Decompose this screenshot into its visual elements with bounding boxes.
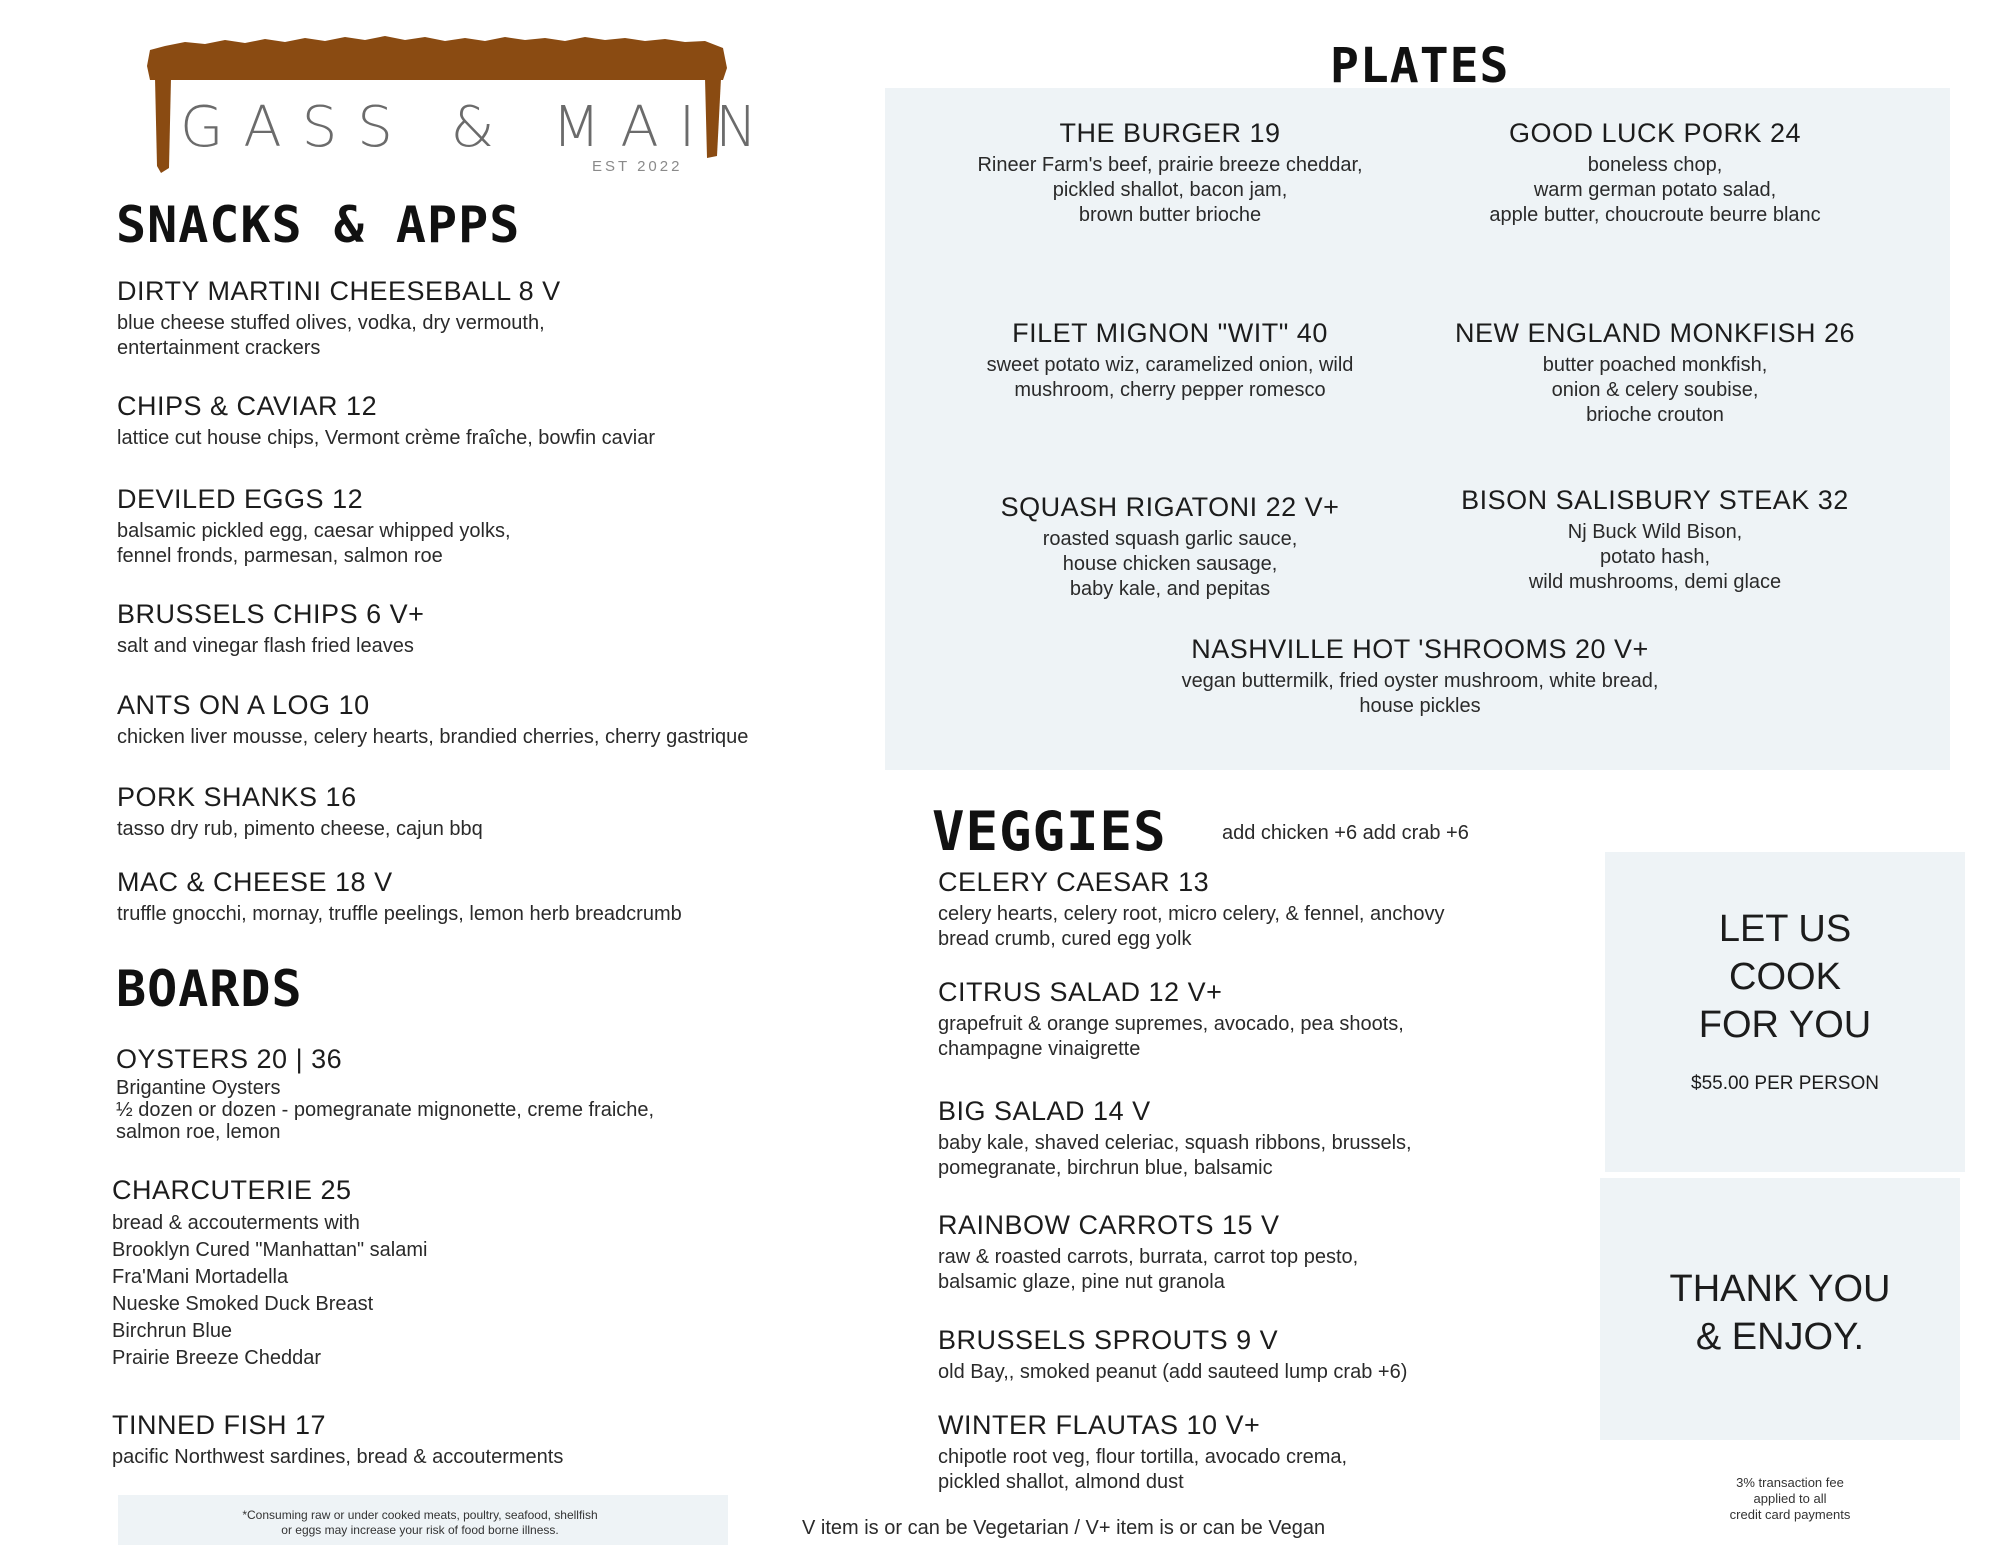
menu-item: BIG SALAD 14 V baby kale, shaved celeriac, squash ribbons, brussels, pomegranate, birchrun blue, balsamic: [938, 1096, 1412, 1179]
menu-item: DEVILED EGGS 12 balsamic pickled egg, caesar whipped yolks, fennel fronds, parmesan, salmon roe: [117, 484, 511, 567]
menu-item: BRUSSELS CHIPS 6 V+ salt and vinegar flash fried leaves: [117, 599, 425, 657]
transaction-fee-note: 3% transaction fee applied to all credit card payments: [1729, 1475, 1851, 1522]
logo-established: EST 2022: [592, 158, 683, 175]
boards-title: BOARDS: [116, 960, 303, 1018]
menu-item: NEW ENGLAND MONKFISH 26 butter poached monkfish, onion & celery soubise, brioche crouton: [1454, 318, 1856, 426]
menu-item: DIRTY MARTINI CHEESEBALL 8 V blue cheese stuffed olives, vodka, dry vermouth, entertainment crackers: [117, 276, 561, 359]
menu-item: FILET MIGNON "WIT" 40 sweet potato wiz, caramelized onion, wild mushroom, cherry pepper romesco: [986, 318, 1354, 401]
menu-item: BRUSSELS SPROUTS 9 V old Bay,, smoked peanut (add sauteed lump crab +6): [938, 1325, 1408, 1383]
raw-food-warning: *Consuming raw or under cooked meats, poultry, seafood, shellfish or eggs may increase your risk of food borne illness.: [242, 1508, 598, 1537]
plates-title: PLATES: [1330, 38, 1510, 94]
veggies-title: VEGGIES: [932, 800, 1167, 863]
cook-heading: LET US COOK FOR YOU: [1698, 908, 1872, 1046]
logo-name: GASS & MAIN: [180, 95, 778, 160]
menu-item: CITRUS SALAD 12 V+ grapefruit & orange supremes, avocado, pea shoots, champagne vinaigrette: [938, 977, 1404, 1060]
snacks-title: SNACKS & APPS: [116, 196, 521, 254]
menu-item: WINTER FLAUTAS 10 V+ chipotle root veg, flour tortilla, avocado crema, pickled shallot, almond dust: [938, 1410, 1348, 1493]
menu-item: THE BURGER 19 Rineer Farm's beef, prairie breeze cheddar, pickled shallot, bacon jam, brown butter brioche: [977, 118, 1363, 226]
menu-item: ANTS ON A LOG 10 chicken liver mousse, celery hearts, brandied cherries, cherry gastrique: [117, 690, 749, 748]
menu-item: CELERY CAESAR 13 celery hearts, celery root, micro celery, & fennel, anchovy bread crumb, cured egg yolk: [938, 867, 1445, 950]
menu-item: RAINBOW CARROTS 15 V raw & roasted carrots, burrata, carrot top pesto, balsamic glaze, pine nut granola: [938, 1210, 1359, 1293]
menu-item: OYSTERS 20 | 36 Brigantine Oysters ½ dozen or dozen - pomegranate mignonette, creme fraiche, salmon roe, lemon: [116, 1044, 655, 1143]
menu-item: CHIPS & CAVIAR 12 lattice cut house chips, Vermont crème fraîche, bowfin caviar: [117, 391, 656, 449]
menu-item: NASHVILLE HOT 'SHROOMS 20 V+ vegan buttermilk, fried oyster mushroom, white bread, house pickles: [1181, 634, 1659, 717]
cook-price: $55.00 PER PERSON: [1691, 1073, 1879, 1094]
menu-item: MAC & CHEESE 18 V truffle gnocchi, mornay, truffle peelings, lemon herb breadcrumb: [117, 867, 682, 925]
menu-item: CHARCUTERIE 25 bread & accouterments with Brooklyn Cured "Manhattan" salami Fra'Mani Mortadella Nueske Smoked Duck Breast Birchrun Blue Prairie Breeze Cheddar: [112, 1175, 428, 1369]
menu-item: GOOD LUCK PORK 24 boneless chop, warm german potato salad, apple butter, choucroute beurre blanc: [1489, 118, 1821, 226]
menu-item: BISON SALISBURY STEAK 32 Nj Buck Wild Bison, potato hash, wild mushrooms, demi glace: [1461, 485, 1849, 593]
veggies-addons: add chicken +6 add crab +6: [1222, 822, 1469, 844]
dietary-legend: V item is or can be Vegetarian / V+ item is or can be Vegan: [802, 1517, 1326, 1539]
thanks-heading: THANK YOU & ENJOY.: [1669, 1268, 1891, 1358]
menu-item: PORK SHANKS 16 tasso dry rub, pimento cheese, cajun bbq: [117, 782, 483, 840]
menu-item: SQUASH RIGATONI 22 V+ roasted squash garlic sauce, house chicken sausage, baby kale, and pepitas: [1000, 492, 1340, 600]
menu-item: TINNED FISH 17 pacific Northwest sardines, bread & accouterments: [112, 1410, 564, 1468]
